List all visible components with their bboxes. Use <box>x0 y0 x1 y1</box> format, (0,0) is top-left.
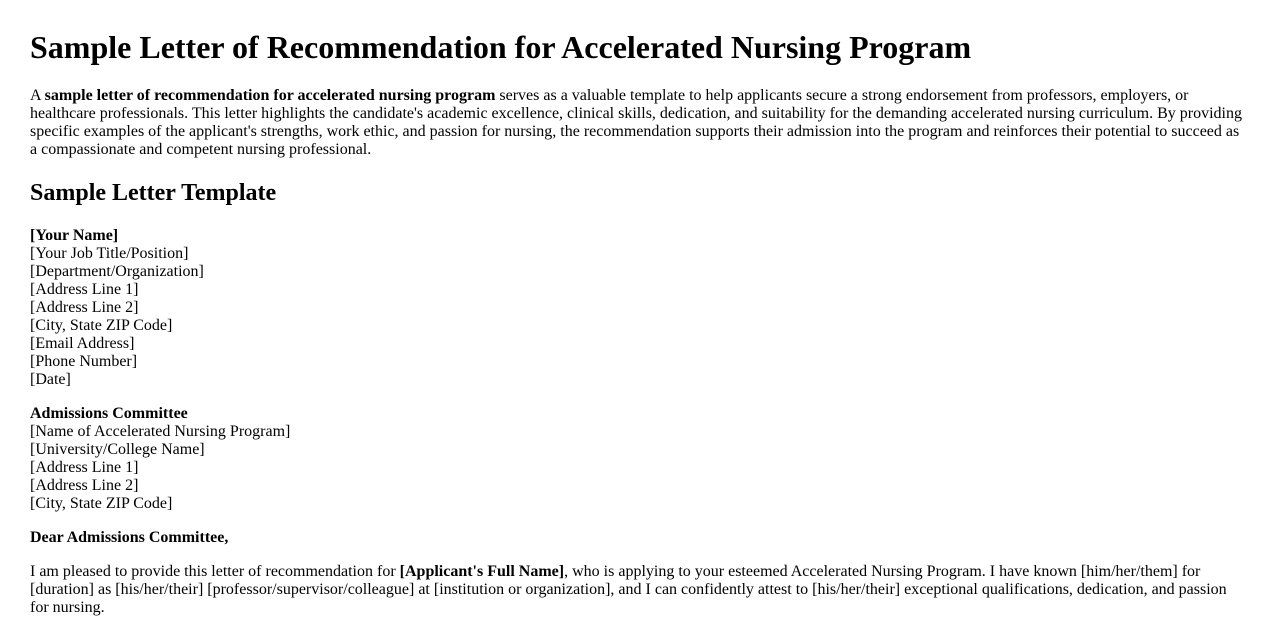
address-line: [Department/Organization] <box>30 263 204 280</box>
section-heading: Sample Letter Template <box>30 180 277 206</box>
recipient-address-block <box>30 405 1248 513</box>
intro-paragraph <box>30 87 1248 159</box>
address-line: [Address Line 2] <box>30 299 139 316</box>
text-segment: , who is applying to your esteemed Accelerated Nursing Program. I have known [him/her/them] for [duration] as [his/her/their] [professor/supervisor/colleague] at [institution or organization], and I can confidently attest to [his/her/their] exceptional qualifications, dedication, and passion for nursing. <box>30 563 1227 616</box>
address-line: [City, State ZIP Code] <box>30 495 173 512</box>
text-segment: serves as a valuable template to help applicants secure a strong endorsement from professors, employers, or healthcare professionals. This letter highlights the candidate's academic excellence, clinical skills, dedication, and suitability for the demanding accelerated nursing curriculum. By providing specific examples of the applicant's strengths, work ethic, and passion for nursing, the recommendation supports their admission into the program and reinforces their potential to succeed as a compassionate and competent nursing professional. <box>30 87 1242 158</box>
address-line: [Email Address] <box>30 335 135 352</box>
address-line: [Name of Accelerated Nursing Program] <box>30 423 291 440</box>
salutation: Dear Admissions Committee, <box>30 529 229 546</box>
opening-paragraph <box>30 563 1248 617</box>
address-line: [Address Line 1] <box>30 459 139 476</box>
address-line: [Your Job Title/Position] <box>30 245 189 262</box>
address-line: [Address Line 1] <box>30 281 139 298</box>
address-line: [Phone Number] <box>30 353 138 370</box>
address-line: Admissions Committee <box>30 405 188 422</box>
bold-text-segment: [Applicant's Full Name] <box>399 563 565 580</box>
address-line: [Date] <box>30 371 71 388</box>
address-line: [University/College Name] <box>30 441 205 458</box>
address-line: [Address Line 2] <box>30 477 139 494</box>
address-line: [Your Name] <box>30 227 119 244</box>
address-line: [City, State ZIP Code] <box>30 317 173 334</box>
text-segment: I am pleased to provide this letter of recommendation for <box>30 563 400 580</box>
sender-address-block <box>30 227 1248 389</box>
page-title: Sample Letter of Recommendation for Accelerated Nursing Program <box>30 29 972 65</box>
text-segment: A <box>30 87 45 104</box>
bold-text-segment: sample letter of recommendation for accelerated nursing program <box>44 87 496 104</box>
